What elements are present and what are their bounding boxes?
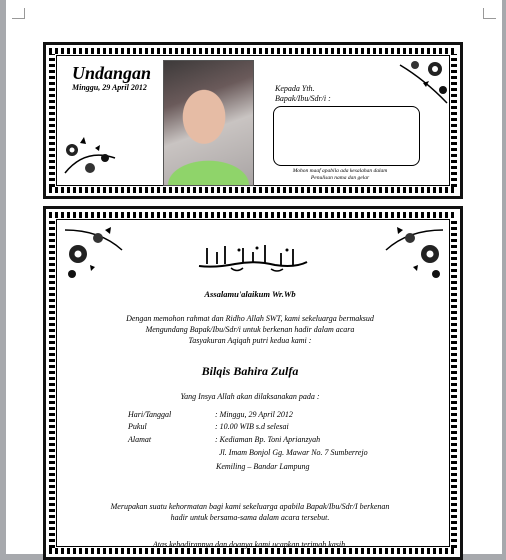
page-corner-mark — [12, 8, 25, 19]
detail-label-address: Alamat — [128, 435, 152, 444]
recipient-address-box — [273, 106, 420, 166]
floral-ornament-icon — [380, 220, 448, 284]
intro-paragraph: Dengan memohon rahmat dan Ridho Allah SWT, kami sekeluarga bermaksud Mengundang Bapak/Ibu/Sdr/i untuk berkenan hadir dalam acara Tasyakuran Aqiqah putri kedua kami : — [126, 314, 374, 345]
detail-label-time: Pukul — [128, 422, 147, 431]
apology-note: Mohon maaf apabila ada kesalahan dalam Penulisan nama dan gelar — [292, 168, 388, 181]
greeting: Assalamu'alaikum Wr.Wb — [204, 289, 296, 299]
child-name: Bilqis Bahira Zulfa — [201, 364, 299, 378]
detail-label-date: Hari/Tanggal — [128, 410, 172, 419]
card-title: Undangan — [72, 63, 152, 83]
closing-paragraph: Merupakan suatu kehormatan bagi kami sekeluarga apabila Bapak/Ibu/Sdr/I berkenan hadir untuk bersama-sama dalam acara tersebut. — [110, 502, 390, 522]
address-line-3: Kemiling – Bandar Lampung — [216, 462, 310, 471]
card-date: Minggu, 29 April 2012 — [72, 83, 147, 92]
event-intro: Yang Insya Allah akan dilaksanakan pada : — [180, 392, 320, 401]
floral-ornament-icon — [60, 220, 128, 284]
baby-photo — [163, 60, 254, 186]
bismillah-calligraphy — [195, 238, 310, 274]
detail-value-date: : Minggu, 29 April 2012 — [215, 410, 293, 419]
detail-value-time: : 10.00 WIB s.d selesai — [215, 422, 289, 431]
recipient-label: Kepada Yth. Bapak/Ibu/Sdr/i : — [275, 84, 331, 103]
floral-ornament-icon — [395, 55, 453, 107]
page-corner-mark — [483, 8, 496, 19]
thanks-line: Atas kehadirannya dan doanya kami ucapkan terimah kasih. — [152, 540, 348, 549]
detail-value-address: : Kediaman Bp. Toni Aprianzyah — [215, 435, 321, 444]
address-line-2: Jl. Imam Bonjol Gg. Mawar No. 7 Sumberrejo — [219, 448, 368, 457]
floral-ornament-icon — [60, 128, 122, 180]
